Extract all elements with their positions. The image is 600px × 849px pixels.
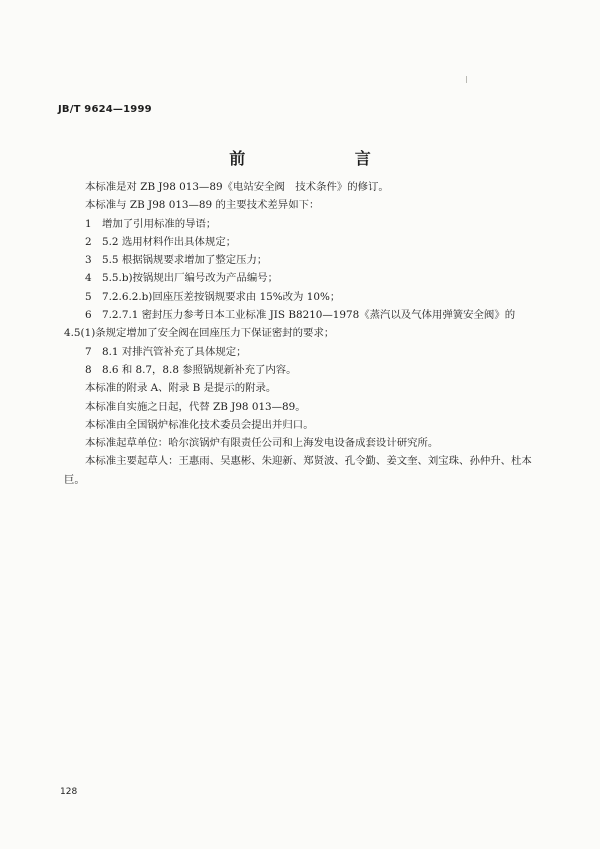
paragraph-appendix-note: 本标准的附录 A、附录 B 是提示的附录。	[85, 382, 277, 395]
list-item-7: 7 8.1 对排汽管补充了具体规定；	[85, 345, 247, 358]
list-item-8: 8 8.6 和 8.7，8.8 参照锅规新补充了内容。	[85, 363, 297, 376]
scan-speck	[466, 76, 467, 83]
paragraph-differences-intro: 本标准与 ZB J98 013—89 的主要技术差异如下：	[85, 199, 320, 212]
list-item-4: 4 5.5.b)按锅规出厂编号改为产品编号；	[85, 272, 279, 285]
list-item-3: 3 5.5 根据锅规要求增加了整定压力；	[85, 254, 268, 267]
foreword-body	[64, 178, 540, 489]
standard-code: JB/T 9624—1999	[58, 104, 152, 115]
page-number: 128	[60, 787, 78, 797]
list-item-2: 2 5.2 选用材料作出具体规定；	[85, 235, 237, 248]
list-item-5: 5 7.2.6.2.b)回座压差按锅规要求由 15%改为 10%；	[85, 290, 341, 303]
paragraph-replacement-note: 本标准自实施之日起，代替 ZB J98 013—89。	[85, 400, 306, 413]
paragraph-revision-note: 本标准是对 ZB J98 013—89《电站安全阀 技术条件》的修订。	[85, 181, 389, 193]
list-item-6: 6 7.2.7.1 密封压力参考日本工业标准 JIS B8210—1978《蒸汽以及气体用弹簧安全阀》的 4.5(1)条规定增加了安全阀在回座压力下保证密封的要求；	[64, 309, 516, 340]
page-title: 前 言	[229, 149, 423, 168]
paragraph-drafters: 本标准主要起草人：王惠雨、吴惠彬、朱迎新、郑贤波、孔令勤、姜文奎、刘宝珠、孙仲升、杜本巨。	[64, 455, 532, 486]
paragraph-proposer: 本标准由全国锅炉标准化技术委员会提出并归口。	[85, 418, 314, 431]
paragraph-drafting-units: 本标准起草单位：哈尔滨锅炉有限责任公司和上海发电设备成套设计研究所。	[85, 437, 439, 450]
list-item-1: 1 增加了引用标准的导语；	[85, 217, 217, 230]
